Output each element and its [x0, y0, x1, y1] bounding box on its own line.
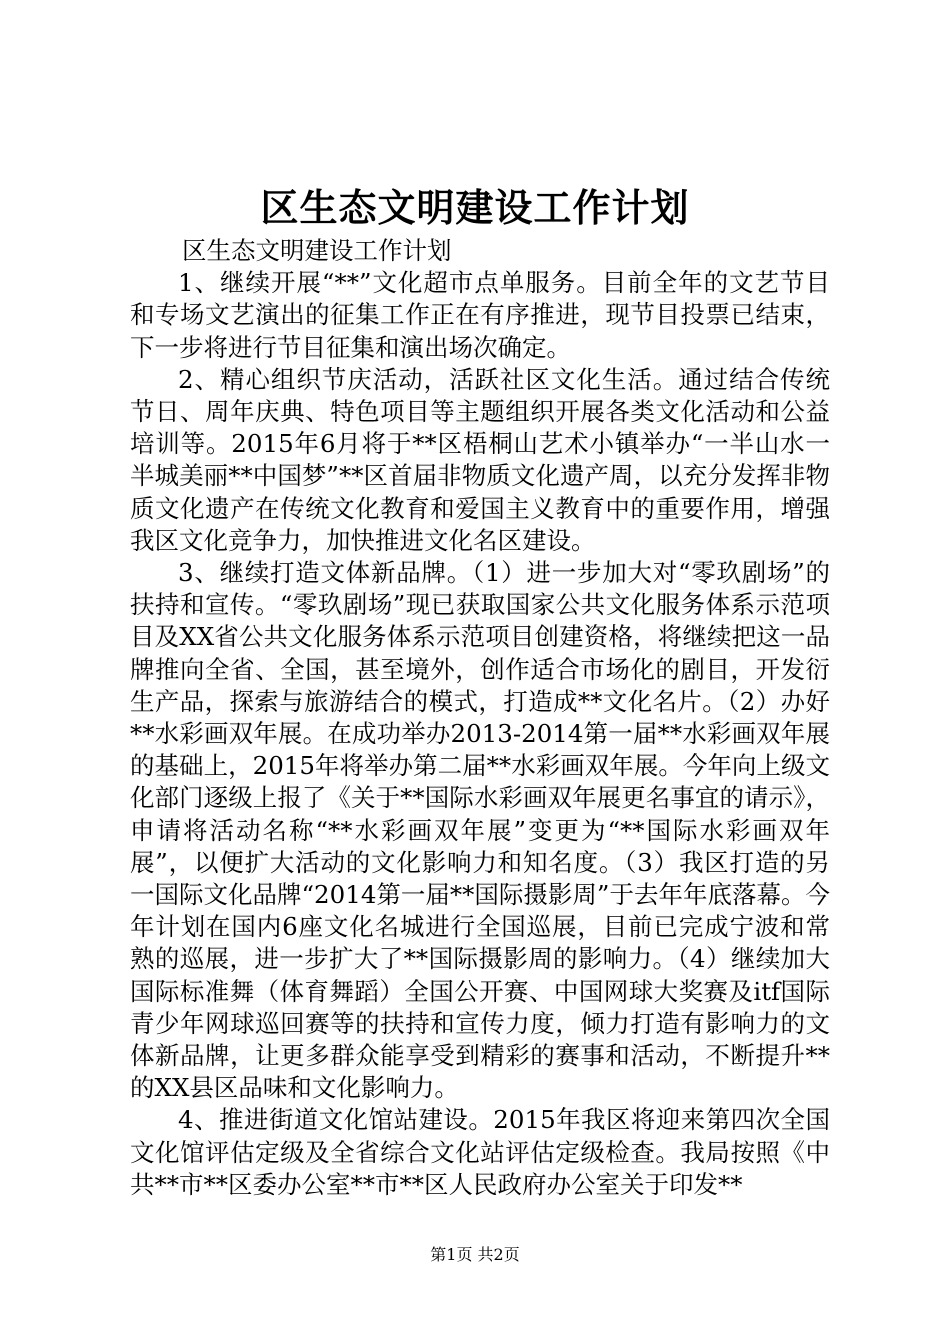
document-subtitle: 区生态文明建设工作计划	[182, 236, 452, 265]
paragraph-1: 1、继续开展“**”文化超市点单服务。目前全年的文艺节目和专场文艺演出的征集工作正在有序推进，现节目投票已结束，下一步将进行节目征集和演出场次确定。	[130, 268, 830, 362]
paragraph-2: 2、精心组织节庆活动，活跃社区文化生活。通过结合传统节日、周年庆典、特色项目等主题组织开展各类文化活动和公益培训等。2015年6月将于**区梧桐山艺术小镇举办“一半山水一半城美丽**中国梦”**区首届非物质文化遗产周，以充分发挥非物质文化遗产在传统文化教育和爱国主义教育中的重要作用，增强我区文化竞争力，加快推进文化名区建设。	[130, 364, 830, 555]
paragraph-3: 3、继续打造文体新品牌。（1）进一步加大对“零玖剧场”的扶持和宣传。“零玖剧场”现已获取国家公共文化服务体系示范项目及XX省公共文化服务体系示范项目创建资格，将继续把这一品牌推向全省、全国，甚至境外，创作适合市场化的剧目，开发衍生产品，探索与旅游结合的模式，打造成**文化名片。（2）办好**水彩画双年展。在成功举办2013-2014第一届**水彩画双年展的基础上，2015年将举办第二届**水彩画双年展。今年向上级文化部门逐级上报了《关于**国际水彩画双年展更名事宜的请示》，申请将活动名称“**水彩画双年展”变更为“**国际水彩画双年展”，以便扩大活动的文化影响力和知名度。（3）我区打造的另一国际文化品牌“2014第一届**国际摄影周”于去年年底落幕。今年计划在国内6座文化名城进行全国巡展，目前已完成宁波和常熟的巡展，进一步扩大了**国际摄影周的影响力。（4）继续加大国际标准舞（体育舞蹈）全国公开赛、中国网球大奖赛及itf国际青少年网球巡回赛等的扶持和宣传力度，倾力打造有影响力的文体新品牌，让更多群众能享受到精彩的赛事和活动，不断提升**的XX县区品味和文化影响力。	[130, 558, 830, 1103]
paragraph-4: 4、推进街道文化馆站建设。2015年我区将迎来第四次全国文化馆评估定级及全省综合文化站评估定级检查。我局按照《中共**市**区委办公室**市**区人民政府办公室关于印发**	[130, 1105, 830, 1199]
page-footer: 第1页 共2页	[430, 1245, 520, 1264]
document-title: 区生态文明建设工作计划	[260, 185, 690, 230]
document-body	[130, 235, 830, 1201]
